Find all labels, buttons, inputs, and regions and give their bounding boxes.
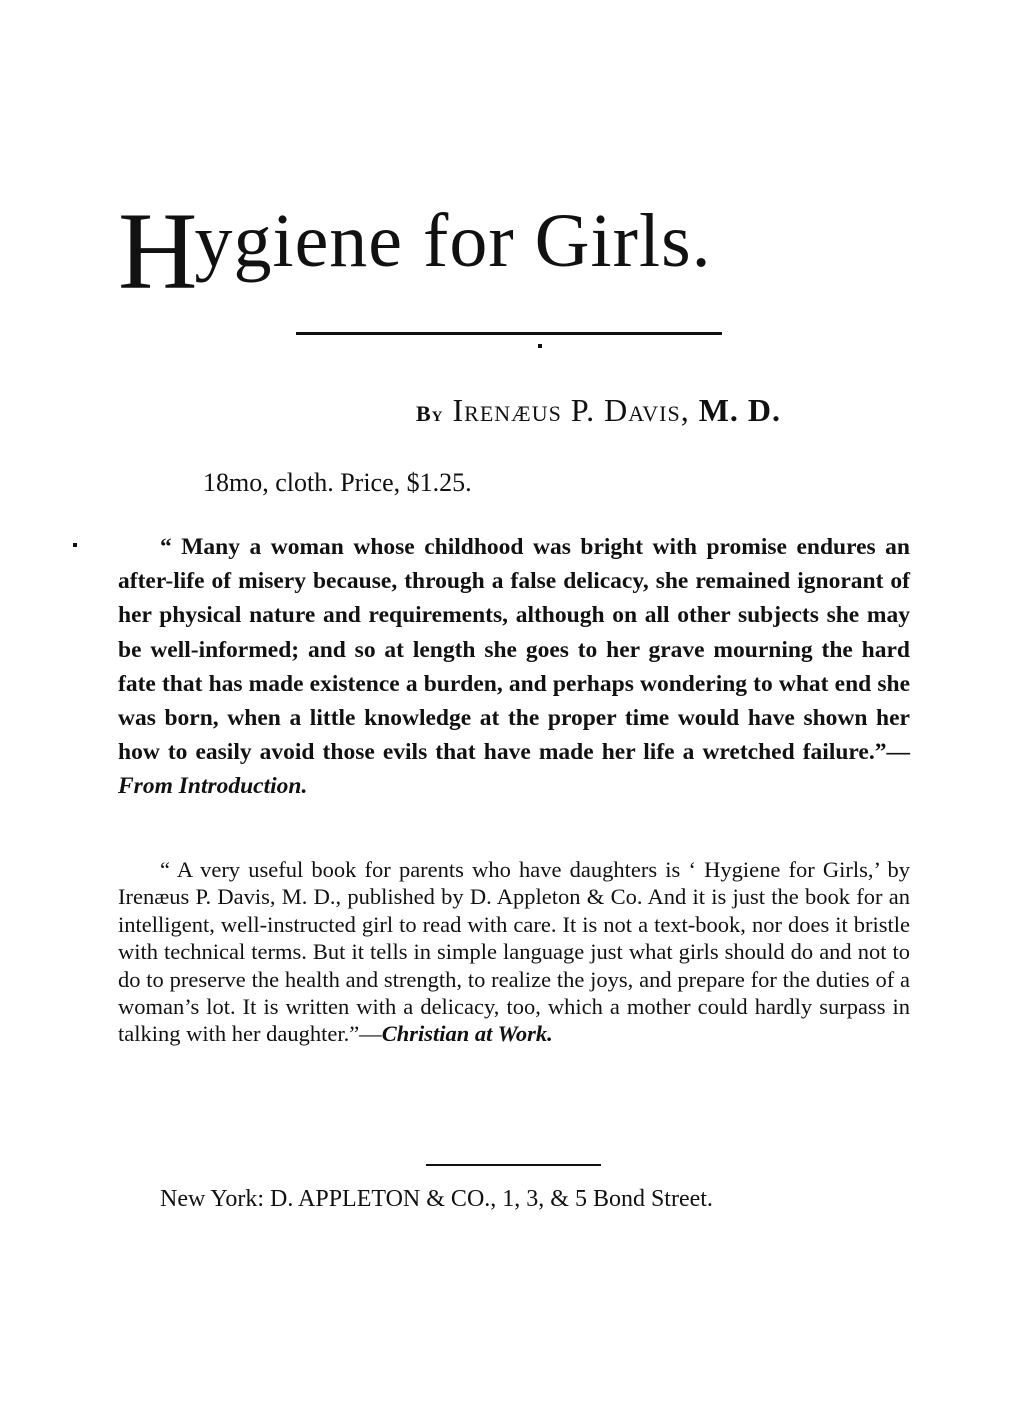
author-name: Irenæus P. Davis, [452,392,690,428]
book-title [118,190,712,312]
title-divider-dot [538,344,542,348]
review-quote [118,856,910,1048]
author-degree: M. D. [698,392,782,428]
introduction-quote [118,530,910,804]
introduction-quote-text: “ Many a woman whose childhood was bright with promise endures an after-life of misery because, through a false delicacy, she remained ignorant of her physical nature and requirements, although on all other subjects she may be well-informed; and so at length she goes to her grave mourning the hard fate that has made existence a burden, and perhaps wondering to what end she was born, when a little knowledge at the proper time would have shown her how to easily avoid those evils that have made her life a wretched failure.”— [118,534,910,766]
imprint-divider [426,1164,601,1166]
title-rest: ygiene for Girls. [194,199,712,283]
introduction-quote-source: From Introduction. [118,773,308,800]
title-divider [296,332,722,335]
publisher-imprint: New York: D. APPLETON & CO., 1, 3, & 5 Bond Street. [160,1186,713,1212]
review-quote-source: Christian at Work. [381,1021,553,1047]
title-initial: H [118,190,199,312]
byline-by: By [416,401,444,426]
price-line: 18mo, cloth. Price, $1.25. [203,468,472,497]
review-quote-text: “ A very useful book for parents who have daughters is ‘ Hygiene for Girls,’ by Irenæus P. Davis, M. D., published by D. Appleton & Co. And it is just the book for an intelligent, well-instructed girl to read with care. It is not a text-book, nor does it bristle with technical terms. But it tells in simple language just what girls should do and not to do to preserve the health and strength, to realize the joys, and prepare for the duties of a woman’s lot. It is written with a delicacy, too, which a mother could hardly surpass in talking with her daughter.”— [118,857,910,1047]
margin-mark [73,543,77,547]
author-byline [416,392,781,429]
